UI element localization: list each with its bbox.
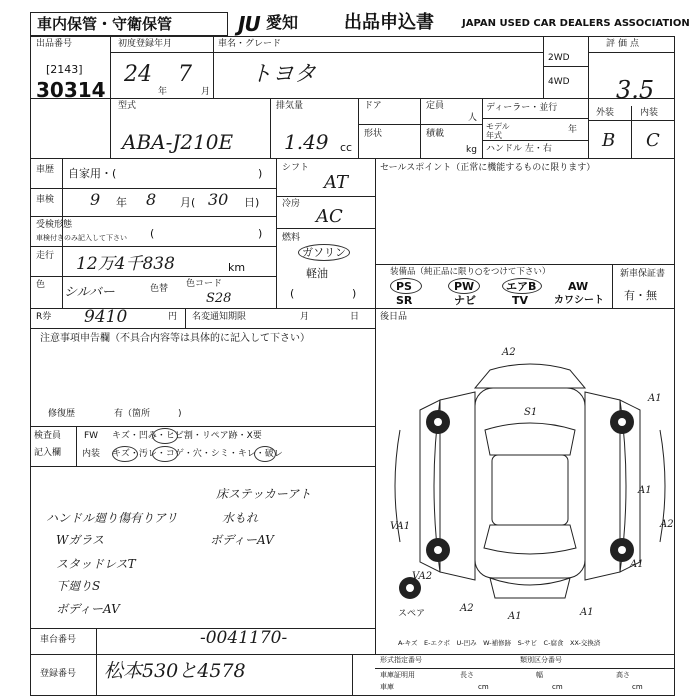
mark-circle [152, 446, 178, 462]
divider [543, 66, 588, 67]
color-change-label: 色替 [150, 284, 169, 294]
divider [358, 98, 359, 158]
divider [375, 264, 675, 265]
storage-label: 車内保管・守衛保管 [30, 12, 228, 36]
divider [30, 246, 276, 247]
sheet-title: 出品申込書 [344, 12, 434, 33]
deadline-day: 日 [350, 312, 360, 322]
r-ticket-label: R券 [36, 312, 52, 322]
circle-ps [390, 278, 422, 294]
repair-label: 修復歴 [48, 409, 76, 419]
divider [375, 668, 675, 669]
first-reg-month: 7 [178, 62, 192, 87]
mileage-label: 走行 [36, 251, 55, 261]
garage-label: 車庫 [380, 683, 394, 691]
model-year-unit: 年 [568, 125, 578, 135]
warranty-label: 新車保証書 [620, 269, 666, 279]
divider [276, 158, 277, 308]
inspection-y-unit: 年 [116, 196, 127, 209]
model-name-label: 車名・グレード [218, 39, 282, 49]
divider [213, 36, 214, 98]
note-water-leak: 水もれ [222, 511, 259, 525]
association-name: JAPAN USED CAR DEALERS ASSOCIATION [462, 18, 690, 29]
divider [30, 426, 375, 427]
divider [110, 36, 111, 158]
damage-mark: A1 [638, 485, 652, 496]
mark-circle [254, 446, 276, 462]
divider [270, 98, 271, 158]
divider [482, 140, 588, 141]
divider [276, 196, 375, 197]
divider [375, 308, 376, 654]
damage-legend: A-キズ E-エクボ U-凹み W-補修跡 S-サビ C-腐食 XX-交換済 [398, 639, 601, 647]
damage-mark: A1 [630, 559, 644, 570]
model-year-label: モデル年式 [486, 122, 510, 140]
fuel-diesel: 軽油 [306, 267, 328, 280]
note-handle: ハンドル廻り傷有りアリ [46, 511, 178, 525]
divider [352, 654, 353, 696]
shift-label: シフト [282, 163, 310, 173]
inspection-day: 30 [208, 190, 229, 209]
inspection-d-unit: 日) [244, 196, 260, 209]
equipment-grid [378, 280, 610, 308]
lot-label: 出品番号 [36, 39, 73, 49]
capacity-unit: 人 [468, 113, 478, 123]
score-value: 3.5 [616, 76, 655, 104]
equipment-label: 装備品（純正品に限り○をつけて下さい） [390, 267, 551, 277]
inspector-row1: キズ・凹み・ヒビ割・リペア跡・X要 [112, 431, 262, 441]
model-name-value: トヨタ [250, 62, 317, 87]
displacement-label: 排気量 [276, 101, 304, 111]
circle-pw [448, 278, 480, 294]
note-floor-sticker: 床ステッカーアト [216, 487, 312, 501]
height-label: 高さ [616, 671, 630, 679]
reception-close: ) [258, 227, 263, 240]
mileage-unit: km [228, 261, 246, 274]
divider [482, 98, 483, 158]
equip-sr: SR [396, 294, 413, 307]
drive-2wd: 2WD [548, 53, 570, 63]
note-wglass: Wガラス [56, 533, 104, 547]
first-reg-year: 24 [124, 62, 152, 87]
damage-mark: A2 [460, 603, 474, 614]
equip-ps: PS [396, 280, 412, 293]
inspector-interior: 内装 [82, 449, 101, 459]
equip-pw: PW [454, 280, 475, 293]
divider [276, 228, 375, 229]
type-label: 型式 [118, 101, 137, 111]
warranty-value: 有・無 [624, 289, 657, 302]
equip-tv: TV [512, 294, 529, 307]
inspector-label: 検査員 [34, 431, 62, 441]
damage-mark: VA1 [390, 521, 411, 532]
ac-label: 冷房 [282, 199, 301, 209]
repair-value: 有（箇所 [114, 409, 151, 419]
deadline-label: 名変通知期限 [192, 312, 247, 322]
exterior-grade: B [602, 130, 616, 151]
class-number-label: 類別区分番号 [520, 656, 562, 664]
month-unit: 月 [201, 87, 211, 97]
color-code-value: S28 [206, 291, 232, 306]
score-label: 評価点 [606, 39, 643, 49]
equip-leather: カワシート [554, 295, 604, 306]
notes-title: 注意事項申告欄（不具合内容等は具体的に記入して下さい） [40, 333, 310, 344]
fuel-open: ( [290, 287, 295, 300]
drive-4wd: 4WD [548, 77, 570, 87]
color-code-label: 色コード [186, 279, 223, 289]
divider [588, 36, 589, 158]
inspection-month: 8 [146, 190, 157, 209]
length-label: 長さ [460, 671, 474, 679]
inspection-label: 車検 [36, 195, 55, 205]
divider [96, 628, 97, 696]
sales-point-label: セールスポイント（正常に機能するものに限ります） [380, 163, 596, 173]
equip-aw: AW [568, 280, 589, 293]
divider [543, 36, 544, 98]
fuel-gasoline: ガソリン [298, 244, 350, 261]
equip-navi: ナビ [454, 294, 476, 307]
spare-label: スペア [398, 609, 426, 619]
cm-unit: cm [478, 683, 489, 691]
divider [62, 158, 63, 308]
divider [482, 118, 588, 119]
reception-label: 受検形態 [36, 220, 73, 230]
history-close: ) [258, 167, 263, 180]
divider [588, 52, 675, 53]
divider [612, 264, 613, 308]
damage-mark: A1 [648, 393, 662, 404]
shift-value: AT [324, 172, 349, 193]
note-studless: スタッドレスT [56, 557, 136, 571]
history-value: 自家用・( [68, 167, 117, 180]
color-value: シルバー [64, 285, 115, 300]
note-body-av: ボディーAV [56, 602, 120, 616]
divider [375, 158, 376, 308]
capacity-label: 定員 [426, 101, 445, 111]
divider [420, 98, 421, 158]
plate-label: 登録番号 [40, 669, 77, 679]
interior-grade: C [646, 130, 660, 151]
ac-value: AC [316, 206, 343, 227]
dealer-label: ディーラー・並行 [486, 103, 558, 113]
year-unit: 年 [158, 87, 168, 97]
equip-airbag: エアB [506, 280, 537, 293]
repair-close: ) [178, 409, 182, 419]
plate-value: 松本530と4578 [104, 660, 246, 682]
ju-logo: JU [238, 12, 260, 36]
car-damage-diagram [380, 330, 675, 630]
damage-mark: S1 [524, 407, 538, 418]
reception-note: 車検付きのみ記入して下さい [36, 234, 127, 242]
damage-mark: A2 [502, 347, 516, 358]
displacement-value: 1.49 [284, 130, 329, 154]
handle-label: ハンドル 左・右 [486, 144, 552, 154]
divider [631, 106, 632, 158]
color-label: 色 [36, 280, 46, 290]
displacement-unit: cc [340, 141, 353, 154]
first-reg-label: 初度登録年月 [118, 39, 173, 49]
divider [30, 328, 375, 329]
damage-mark: A1 [580, 607, 594, 618]
history-label: 車歴 [36, 165, 55, 175]
mark-circle [152, 428, 178, 444]
form-number-label: 形式指定番号 [380, 656, 422, 664]
fuel-close: ) [352, 287, 357, 300]
mark-circle [112, 446, 138, 462]
circle-airbag [502, 278, 542, 294]
exterior-label: 外装 [596, 108, 615, 118]
damage-mark: A2 [660, 519, 674, 530]
reception-open: ( [150, 227, 155, 240]
divider [110, 52, 543, 53]
garage-cert-label: 車庫証明用 [380, 671, 415, 679]
divider [76, 426, 77, 466]
cm-unit: cm [552, 683, 563, 691]
inspector-fw: FW [84, 431, 99, 441]
chassis-label: 車台番号 [40, 635, 77, 645]
cm-unit: cm [632, 683, 643, 691]
divider [30, 466, 375, 467]
width-label: 幅 [536, 671, 543, 679]
lot-sub: [2143] [46, 63, 83, 76]
note-body-av-2: ボディーAV [210, 533, 274, 547]
fuel-label: 燃料 [282, 233, 301, 243]
load-label: 積載 [426, 129, 445, 139]
interior-label: 内装 [640, 108, 659, 118]
load-unit: kg [466, 145, 477, 155]
lot-number: 30314 [36, 78, 106, 102]
inspector-row2: キズ・汚レ・コゲ・穴・シミ・キレ・破レ [112, 449, 283, 459]
divider [30, 216, 276, 217]
inspector-entry-label: 記入欄 [34, 448, 62, 458]
damage-mark: A1 [508, 611, 522, 622]
divider [30, 276, 276, 277]
mileage-value: 12万4千838 [76, 254, 175, 274]
deadline-month: 月 [300, 312, 310, 322]
divider [30, 158, 675, 159]
shape-label: 形状 [364, 129, 383, 139]
door-label: ドア [364, 101, 382, 111]
type-value: ABA-J210E [122, 130, 234, 154]
rear-items-label: 後日品 [380, 312, 408, 322]
damage-mark: VA2 [412, 571, 433, 582]
inspection-year: 9 [90, 190, 101, 209]
chassis-value: -0041170- [200, 628, 288, 648]
r-ticket-unit: 円 [168, 312, 178, 322]
r-ticket-value: 9410 [84, 307, 128, 327]
divider [30, 188, 276, 189]
divider [358, 124, 482, 125]
divider [30, 98, 675, 99]
divider [185, 308, 186, 328]
inspection-m-unit: 月( [180, 196, 196, 209]
region-label: 愛知 [266, 13, 299, 32]
note-underbody: 下廻りS [56, 579, 101, 593]
